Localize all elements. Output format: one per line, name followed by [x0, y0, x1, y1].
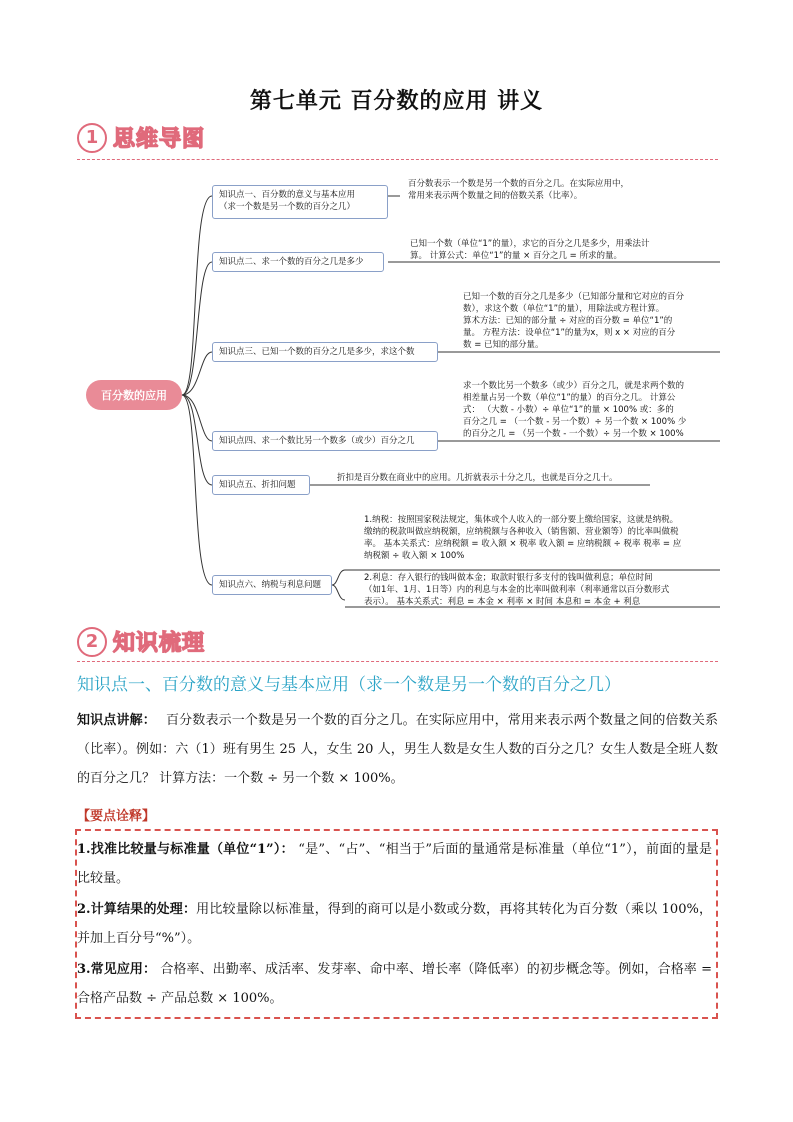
mindmap-note-6b: 2.利息：存入银行的钱叫做本金；取款时银行多支付的钱叫做利息；单位时间 （如1年、1月、1日等）内的利息与本金的比率叫做利率（利率通常以百分数形式 表示）。 基本关系式：利息 = 本金 × 利率 × 时间 本息和 = 本金 + 利息	[364, 573, 670, 607]
mindmap-note-3: 已知一个数的百分之几是多少（已知部分量和它对应的百分 数），求这个数（单位“1”的量），用除法或方程计算。 算术方法：已知的部分量 ÷ 对应的百分数 = 单位“1”的 量。 方程方法：设单位“1”的量为x，则 x × 对应的百分 数 = 已知的部分量。	[463, 292, 685, 350]
key-point-1-text: “是”、“占”、“相当于”后面的量通常是标准量（单位“1”），前面的量是比较量。	[77, 842, 713, 886]
key-point-2	[77, 895, 712, 953]
mindmap-note-5: 折扣是百分数在商业中的应用。几折就表示十分之几，也就是百分之几十。	[337, 473, 618, 483]
mindmap-root: 百分数的应用	[86, 380, 182, 410]
mindmap-node-5: 知识点五、折扣问题	[212, 475, 310, 495]
mindmap-node-6: 知识点六、纳税与利息问题	[212, 575, 332, 595]
explanation-paragraph	[77, 706, 718, 793]
explanation-label: 知识点讲解：	[77, 713, 156, 728]
mindmap-node-1: 知识点一、百分数的意义与基本应用 （求一个数是另一个数的百分之几）	[212, 185, 388, 219]
key-point-2-title: 2.计算结果的处理：	[77, 902, 197, 917]
section-label: 知识梳理	[113, 631, 206, 656]
knowledge-point-heading: 知识点一、百分数的意义与基本应用（求一个数是另一个数的百分之几）	[77, 675, 621, 695]
mindmap-node-4: 知识点四、求一个数比另一个数多（或少）百分之几	[212, 431, 438, 451]
mindmap-node-3: 知识点三、已知一个数的百分之几是多少，求这个数	[212, 342, 438, 362]
key-point-3-text: 合格率、出勤率、成活率、发芽率、命中率、增长率（降低率）的初步概念等。例如，合格率 = 合格产品数 ÷ 产品总数 × 100%。	[77, 962, 712, 1006]
key-point-3-title: 3.常见应用：	[77, 962, 157, 977]
explanation-text: 百分数表示一个数是另一个数的百分之几。在实际应用中，常用来表示两个数量之间的倍数关系（比率）。例如：六（1）班有男生 25 人，女生 20 人，男生人数是女生人数的百分之几？女生人数是全班人数的百分之几？ 计算方法：一个数 ÷ 另一个数 × 100%。	[77, 713, 718, 786]
mindmap-node-2: 知识点二、求一个数的百分之几是多少	[212, 252, 384, 272]
page-title: 第七单元 百分数的应用 讲义	[249, 89, 544, 114]
key-points-label: 【要点诠释】	[77, 809, 156, 824]
section-divider	[77, 661, 718, 662]
key-point-3	[77, 955, 712, 1013]
key-points-box	[75, 829, 718, 1019]
section-number: 2	[77, 627, 107, 657]
key-point-1-title: 1.找准比较量与标准量（单位“1”）：	[77, 842, 294, 857]
key-point-2-text: 用比较量除以标准量，得到的商可以是小数或分数，再将其转化为百分数（乘以 100%，并加上百分号“%”）。	[77, 902, 712, 946]
mindmap-note-2: 已知一个数（单位“1”的量），求它的百分之几是多少，用乘法计 算。 计算公式：单位“1”的量 × 百分之几 = 所求的量。	[410, 239, 650, 261]
section-number: 1	[77, 123, 107, 153]
mindmap-note-6a: 1.纳税：按照国家税法规定，集体或个人收入的一部分要上缴给国家，这就是纳税。 缴纳的税款叫做应纳税额，应纳税额与各种收入（销售额、营业额等）的比率叫做税 率。 基本关系式：应纳税额 = 收入额 × 税率 收入额 = 应纳税额 ÷ 税率 税率 = 应 纳税额 ÷ 收入额 × 100%	[364, 515, 682, 561]
mindmap-note-1: 百分数表示一个数是另一个数的百分之几。在实际应用中， 常用来表示两个数量之间的倍数关系（比率）。	[408, 179, 630, 201]
key-point-1	[77, 835, 712, 893]
mindmap-note-4: 求一个数比另一个数多（或少）百分之几，就是求两个数的 相差量占另一个数（单位“1”的量）的百分之几。 计算公 式： （大数 - 小数）÷ 单位“1”的量 × 100% 或：多的 百分之几 = （一个数 - 另一个数）÷ 另一个数 × 100% 少 的百分之几 = （另一个数 - 一个数）÷ 另一个数 × 100%	[463, 381, 687, 439]
section-header-knowledge	[77, 626, 205, 657]
section-label: 思维导图	[113, 127, 206, 152]
